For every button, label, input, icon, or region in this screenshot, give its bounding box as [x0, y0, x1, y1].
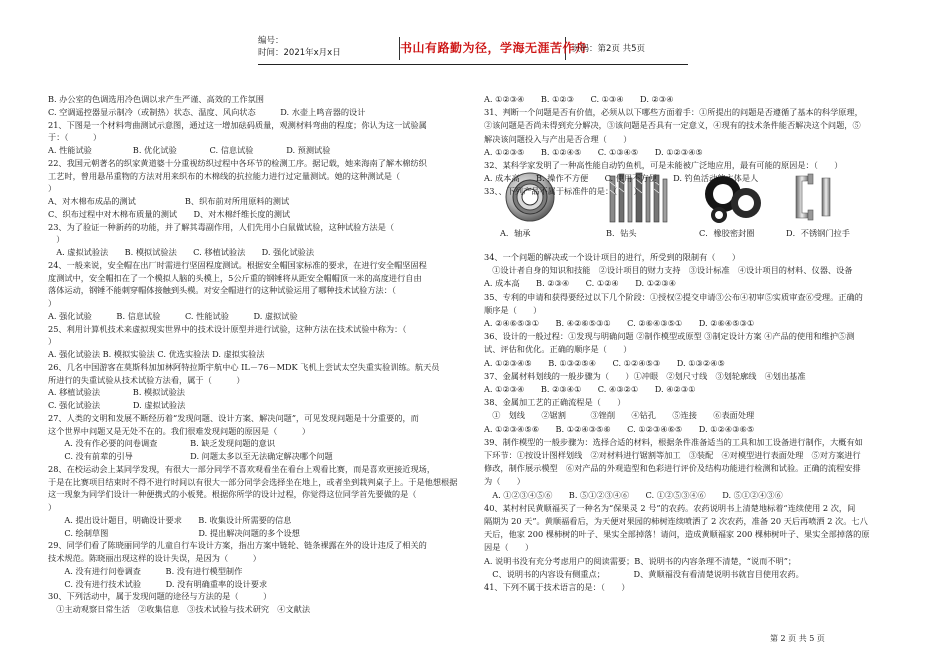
figure-caption-a: A．轴承: [500, 228, 531, 238]
page-footer: 第 2 页 共 5 页: [770, 634, 825, 643]
question-line: 于是在比赛项目结束时不得不进行时间以有很大一部分同学会选择坐在地上，或者坐到栽判桌子上。于是他想根据: [48, 476, 458, 487]
question-line: 36、设计的一般过程：①发现与明确问题 ②制作模型或原型 ③制定设计方案 ④产品的使用和维护⑤测: [484, 331, 855, 342]
question-line: A. ①②③④⑤ B. ①③②⑤④ C. ①②④⑤③ D. ①③②④⑤: [484, 357, 725, 368]
question-line: C、说明书的内容设有侧重点； D、黄顺福没有看清楚说明书就盲目使用农药。: [484, 568, 804, 579]
question-line: 35、专利的申请和获得要经过以下几个阶段：①授权②提交申请③公布④初审⑤实质审查⑥受理。正确的: [484, 291, 863, 302]
question-line: 下环节：①按设计图样划线 ②对材料进行锯割等加工 ③装配 ④对模型进行表面处理 ⑤对方案进行: [484, 450, 861, 460]
question-line: 29、同学们看了陈晓丽同学的儿童自行车设计方案，指出方案中链轮、链条裸露在外的设计违反了相关的: [48, 540, 427, 551]
question-line: A. 性能试验 B. 优化试验 C. 信息试验 D. 预测试验: [48, 145, 331, 155]
question-line: ）: [48, 183, 57, 194]
question-line: 33、、下列产品不属于标准件的是：（ ）: [484, 186, 642, 197]
doc-time-label: 时间：2021年x月x日: [258, 47, 341, 58]
question-line: 23、为了验证一种新药的功能，并了解其毒副作用，人们先用小白鼠做试验，这种试验方法是（: [48, 221, 395, 232]
question-line: 隔期为 20 天”。黄顺福看后，为天便对果园的柿树连续喷洒了 2 次农药，准备 20 天后再喷洒 2 次。七八: [484, 516, 868, 526]
question-line: 27、人类的文明和发展不断经历着“发现问题、设计方案、解决问题”，可见发现问题是十分重要的，而: [48, 412, 419, 423]
question-line: 21、下图是一个材料弯曲测试示意图，通过这一增加砝码质量，观测材料弯曲的程度；你认为这一试验属: [48, 119, 427, 130]
question-line: ）: [48, 234, 65, 245]
stainless-door-handle-icon: [786, 170, 846, 226]
question-line: A. ①②③④ B. ②③④① C. ④③②① D. ④②③①: [484, 384, 696, 394]
question-line: 26、几名中国游客在莫斯科加加林阿特拉斯宇航中心 IL－76－MDK 飞机上尝试太空失重实验训练。航天员: [48, 361, 440, 372]
question-line: A. ①②③④⑤⑥ B. ⑤①②③④⑥ C. ①②⑤③④⑥ D. ⑤①②④③⑥: [484, 489, 783, 500]
question-line: 24、一般来说，安全帽在出厂时需进行坚固程度测试。根据安全帽国家标准的要求，在进行安全帽坚固程: [48, 259, 427, 270]
question-line: A. 虚拟试验法 B. 模拟试验法 C. 移植试验法 D. 强化试验法: [48, 247, 315, 257]
question-line: 28、在校运动会上某同学发现，有很大一部分同学不喜欢观看坐在看台上观看比赛，而是喜欢更接近现场，: [48, 463, 436, 474]
question-line: 41、下列不属于技术语言的是：（ ）: [484, 582, 630, 592]
question-line: A. 移植试验法 B. 模拟试验法: [48, 387, 185, 398]
question-line: A. ①②③⑤ B. ①②④⑤ C. ①③④⑤ D. ①②③④⑤: [484, 146, 703, 157]
question-line: 这一现象为同学们设计一种便携式的小板凳。根据你所学的设计过程，你觉得这位同学首先要做的是（: [48, 489, 417, 500]
question-line: ）: [48, 336, 57, 347]
question-line: C. 没有前辈的引导 D. 问题太多以至无法确定解决哪个问题: [48, 451, 333, 461]
question-line: ① 划线 ②锯割 ③锉削 ④钻孔 ⑤连接 ⑥表面处理: [484, 410, 755, 421]
question-line: A. ①②③④⑤⑥ B. ①②④③⑤⑥ C. ①②③④⑥⑤ D. ①②④③⑥⑤: [484, 423, 755, 434]
question-line: 31、判断一个问题是否有价值，必须从以下哪些方面着手：①所提出的问题是否遵循了基本的科学原理，: [484, 107, 863, 118]
question-line: A、对木棉布成品的测试 B、织布前对所用原料的测试: [48, 196, 290, 206]
question-line: 为（ ）: [484, 476, 525, 487]
question-line: 22、我国元朝著名的织家黄道婆十分重视纺织过程中各环节的检测工序。据记载，她来海南了解木棉纺织: [48, 157, 427, 168]
question-line: ①主动观察日常生活 ②收集信息 ③技术试验与技术研究 ④文献法: [48, 604, 311, 614]
question-line: 度测试中，安全帽扣在了一个模拟人脑的头模上，5公斤重的钢锤将从距安全帽帽顶一米的高度进行自由: [48, 272, 422, 283]
question-line: 30、下列活动中，属于发现问题的途径与方法的是（ ）: [48, 591, 272, 602]
question-line: 39、制作模型的一般步骤为：选择合适的材料，根据条件准备适当的工具和加工设备进行制作，大概有如: [484, 436, 863, 447]
header-page-number: 页码：第2页 共5页: [572, 44, 646, 54]
question-line: A. 强化试验 B. 信息试验 C. 性能试验 D. 虚拟试验: [48, 310, 298, 321]
figure-door-handle: [786, 170, 876, 240]
question-line: 顺序是（ ）: [484, 304, 542, 315]
question-line: 因是（ ）: [484, 542, 534, 553]
question-line: C. 没有进行技术试验 D. 没有明确重率的设计要求: [48, 578, 268, 589]
question-line: 于：（ ）: [48, 132, 102, 143]
question-line: 工艺时，曾用悬吊重物的方法对用来织布的木棉线的抗拉能力进行过定量测试。她的这种测试是（: [48, 170, 401, 181]
question-line: 所进行的失重试验从技术试验方法看，属于（ ）: [48, 374, 245, 385]
question-line: ）: [48, 298, 57, 308]
question-line: A. 成本高 B. ②③④ C. ①②④ D. ①②③④: [484, 278, 677, 289]
question-line: A. 成本高 B. 操作不方便 C. 使用不方便 D. 钓鱼活动的主体是人: [484, 173, 759, 184]
question-line: 32、某科学家发明了一种高性能自动钓鱼机，可是未能被广泛地应用，最有可能的原因是：（ ）: [484, 160, 843, 170]
question-line: ①设计者自身的知识和技能 ②设计项目的财力支持 ③设计标准 ④设计项目的材料、仪器、设备: [484, 265, 853, 276]
header-motto: 书山有路勤为径，学海无涯苦作舟: [399, 37, 566, 60]
figure-caption-d: D．不锈钢门拉手: [786, 228, 850, 238]
question-line: 这个世界中问题又是无处不在的。我们很难发现问题的原因是（ ）: [48, 425, 311, 436]
question-line: 试、评估和优化。正确的顺序是（ ）: [484, 344, 632, 355]
question-line: A. 没有进行问卷调查 B. 没有进行模型制作: [48, 565, 243, 576]
question-line: 38、金属加工艺的正确流程是（ ）: [484, 397, 626, 408]
question-line: A. 没有作必要的问卷调查 B. 缺乏发现问题的意识: [48, 438, 276, 449]
question-line: 天后，他家 200 棵柿树的叶子、果实全部掉落！请问，造成黄顺福家 200 棵柿树叶子、果实全部掉落的原: [484, 529, 870, 540]
question-line: A. ①②③④ B. ①②③ C. ①③④ D. ②③④: [484, 94, 674, 104]
question-line: 37、金属材料划线的一般步骤为（ ）①冲眼 ②划尺寸线 ③划轮廓线 ④划出基准: [484, 370, 806, 381]
question-line: ）: [48, 502, 57, 512]
question-line: C. 绘制草图 D. 提出解决问题的多个设想: [48, 527, 300, 538]
question-line: 解决该问题投入与产出是否合理（ ）: [484, 133, 632, 144]
question-line: A. ②④⑥⑤③① B. ④②⑥⑤③① C. ②⑥④③⑤① D. ②⑥④⑤③①: [484, 318, 755, 328]
question-line: 修改，制作展示模型 ⑥对产品的外观造型和色彩进行评价及结构功能进行检测和试验。正确的流程安排: [484, 463, 861, 474]
question-line: C. 空调遥控器显示制冷（或制热）状态、温度、风向状态 D. 水壶上鸣音器的设计: [48, 106, 366, 117]
question-line: ②该问题是否尚未得到充分解决，③该问题是否具有一定意义，④现有的技术条件能否解决这个问题，⑤: [484, 120, 861, 131]
page-header: [258, 34, 688, 65]
question-line: A. 强化试验法 B. 模拟实验法 C. 优选实验法 D. 虚拟实验法: [48, 349, 265, 359]
question-line: 25、利用计算机技术来虚拟现实世界中的技术设计原型并进行试验，这种方法在技术试验中称为：（: [48, 323, 407, 334]
question-line: 落体运动，钢锤不能刺穿帽体接触到头模。对安全帽进行的这种试验运用了哪种技术试验方法：（: [48, 285, 396, 296]
question-line: 40、某村村民黄顺福买了一种名为“保果灵 2 号”的农药。农药说明书上清楚地标着“连续使用 2 次，间: [484, 502, 856, 513]
question-line: C、织布过程中对木棉布质量的测试 D、对木棉纤维长度的测试: [48, 208, 291, 219]
doc-code-label: 编号：: [258, 36, 284, 46]
question-line: C. 强化试验法 D. 虚拟试验法: [48, 400, 186, 410]
header-meta: [258, 36, 341, 59]
question-line: A. 提出设计题目，明确设计要求 B. 收集设计所需要的信息: [48, 514, 292, 525]
question-line: 技术规范。陈晓丽出现这样的设计失误，是因为（ ）: [48, 553, 261, 563]
figure-caption-b: B．钻头: [606, 228, 637, 238]
question-line: 34、一个问题的解决或一个设计项目的进行，所受到的限制有（ ）: [484, 252, 741, 262]
question-line: B. 办公室的色调选用冷色调以求产生严谨、高效的工作氛围: [48, 94, 264, 104]
figure-caption-c: C．橡胶密封圈: [699, 228, 755, 238]
question-line: A. 说明书没有充分考虑用户的阅读需要；B、说明书的内容条理不清楚，“说而不明”；: [484, 555, 797, 566]
